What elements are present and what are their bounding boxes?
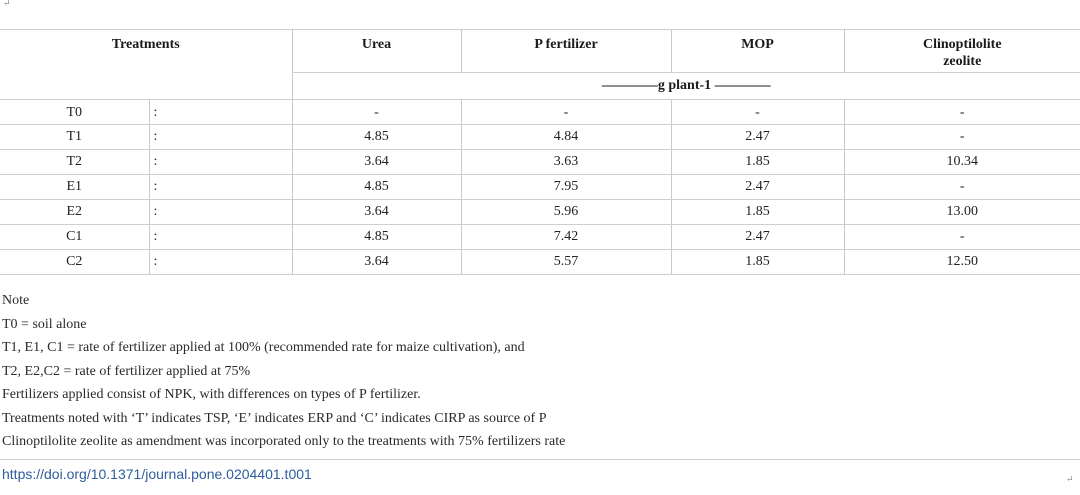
separator-cell: : [149, 249, 292, 274]
table-row [0, 249, 1080, 274]
treatment-cell: T2 [0, 149, 149, 174]
p-fertilizer-cell: 4.84 [461, 124, 671, 149]
mop-cell: 1.85 [671, 199, 844, 224]
note-line: Treatments noted with ‘T’ indicates TSP, ‘E’ indicates ERP and ‘C’ indicates CIRP as source of P [2, 410, 547, 426]
header-treatments: Treatments [0, 29, 292, 99]
header-zeolite [844, 29, 1080, 72]
mop-cell: 1.85 [671, 149, 844, 174]
urea-cell: - [292, 99, 461, 124]
table-notes [2, 289, 565, 454]
note-line: T0 = soil alone [2, 316, 87, 332]
separator-cell: : [149, 99, 292, 124]
table-row [0, 149, 1080, 174]
p-fertilizer-cell: 5.57 [461, 249, 671, 274]
notes-heading: Note [2, 293, 30, 308]
separator-cell: : [149, 174, 292, 199]
treatment-cell: C1 [0, 224, 149, 249]
doi-rule [0, 459, 1080, 460]
separator-cell: : [149, 199, 292, 224]
header-p-fertilizer: P fertilizer [461, 29, 671, 72]
treatment-cell: E1 [0, 174, 149, 199]
table-row [0, 174, 1080, 199]
zeolite-cell: 13.00 [844, 199, 1080, 224]
urea-cell: 4.85 [292, 174, 461, 199]
zeolite-cell: - [844, 224, 1080, 249]
table-header-row [0, 29, 1080, 72]
urea-cell: 4.85 [292, 124, 461, 149]
mop-cell: 1.85 [671, 249, 844, 274]
urea-cell: 3.64 [292, 149, 461, 174]
zeolite-cell: - [844, 99, 1080, 124]
zeolite-cell: - [844, 124, 1080, 149]
p-fertilizer-cell: 3.63 [461, 149, 671, 174]
note-line: Clinoptilolite zeolite as amendment was incorporated only to the treatments with 75% fertilizers rate [2, 434, 566, 449]
note-line: T2, E2,C2 = rate of fertilizer applied at 75% [2, 363, 251, 379]
note-line: Fertilizers applied consist of NPK, with differences on types of P fertilizer. [2, 387, 421, 402]
zeolite-cell: 12.50 [844, 249, 1080, 274]
separator-cell: : [149, 224, 292, 249]
treatment-cell: E2 [0, 199, 149, 224]
table-row [0, 124, 1080, 149]
table-row [0, 224, 1080, 249]
zeolite-cell: - [844, 174, 1080, 199]
paragraph-mark-bottom: ↵ [1066, 474, 1074, 484]
unit-label: ————g plant-1 ———— [292, 72, 1080, 99]
header-urea: Urea [292, 29, 461, 72]
paragraph-mark-top: ↵ [3, 0, 11, 8]
mop-cell: 2.47 [671, 224, 844, 249]
table-row [0, 99, 1080, 124]
p-fertilizer-cell: 5.96 [461, 199, 671, 224]
zeolite-cell: 10.34 [844, 149, 1080, 174]
table-body [0, 99, 1080, 274]
treatment-cell: T1 [0, 124, 149, 149]
treatment-cell: T0 [0, 99, 149, 124]
mop-cell: - [671, 99, 844, 124]
p-fertilizer-cell: - [461, 99, 671, 124]
table-row [0, 199, 1080, 224]
separator-cell: : [149, 149, 292, 174]
mop-cell: 2.47 [671, 174, 844, 199]
urea-cell: 3.64 [292, 199, 461, 224]
p-fertilizer-cell: 7.95 [461, 174, 671, 199]
note-line: T1, E1, C1 = rate of fertilizer applied at 100% (recommended rate for maize cultivation), and [2, 340, 525, 355]
header-zeolite-line2: zeolite [943, 54, 982, 69]
header-zeolite-line1: Clinoptilolite [922, 37, 1002, 52]
doi-link[interactable]: https://doi.org/10.1371/journal.pone.0204401.t001 [2, 466, 312, 482]
p-fertilizer-cell: 7.42 [461, 224, 671, 249]
header-mop: MOP [671, 29, 844, 72]
urea-cell: 3.64 [292, 249, 461, 274]
mop-cell: 2.47 [671, 124, 844, 149]
fertilizer-rate-table [0, 29, 1080, 275]
treatment-cell: C2 [0, 249, 149, 274]
separator-cell: : [149, 124, 292, 149]
urea-cell: 4.85 [292, 224, 461, 249]
